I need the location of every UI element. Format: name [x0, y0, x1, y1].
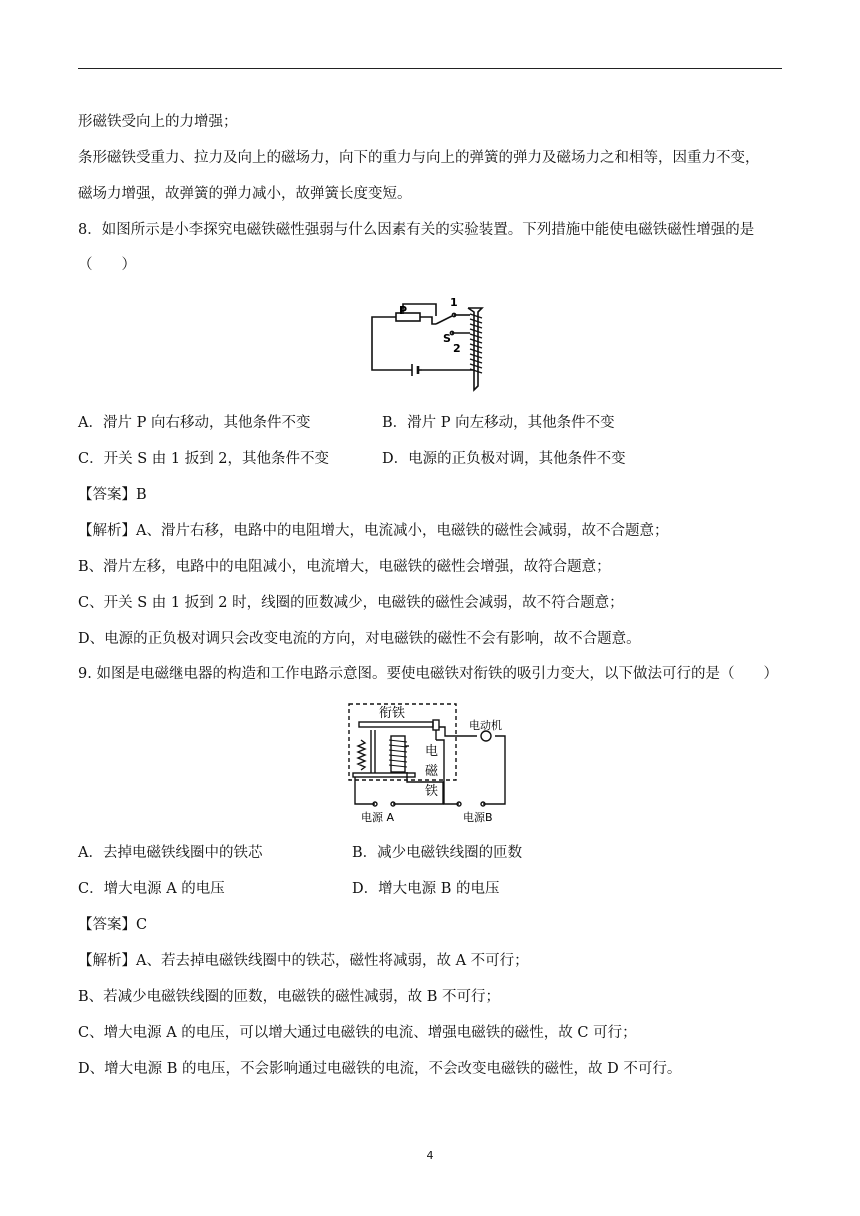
q8-answer: 【答案】B — [78, 487, 147, 503]
q9-option-d: D．增大电源 B 的电压 — [352, 881, 500, 897]
q8-analysis-line: C、开关 S 由 1 扳到 2 时，线圈的匝数减少，电磁铁的磁性会减弱，故不符合题意； — [78, 595, 624, 611]
q8-analysis-line: B、滑片左移，电路中的电阻减小，电流增大，电磁铁的磁性会增强，故符合题意； — [78, 559, 611, 575]
q9-option-b: B．减少电磁铁线圈的匝数 — [352, 845, 523, 861]
q8-stem: 8．如图所示是小李探究电磁铁磁性强弱与什么因素有关的实验装置。下列措施中能使电磁铁磁性增强的是 — [78, 222, 755, 238]
q9-analysis-line: C、增大电源 A 的电压，可以增大通过电磁铁的电流、增强电磁铁的磁性，故 C 可行； — [78, 1025, 637, 1041]
text-line: 条形磁铁受重力、拉力及向上的磁场力，向下的重力与向上的弹簧的弹力及磁场力之和相等，因重力不变， — [78, 150, 760, 166]
text-line: 形磁铁受向上的力增强； — [78, 114, 238, 130]
text-line: 磁场力增强，故弹簧的弹力减小，故弹簧长度变短。 — [78, 186, 412, 202]
label-1: 1 — [450, 296, 458, 309]
label-armature: 衔铁 — [379, 706, 406, 721]
q9-analysis-line: 【解析】A、若去掉电磁铁线圈中的铁芯，磁性将减弱，故 A 不可行； — [78, 953, 529, 969]
page-number: 4 — [426, 1149, 434, 1162]
label-em-3: 铁 — [425, 784, 439, 799]
q8-option-b: B．滑片 P 向左移动，其他条件不变 — [382, 415, 615, 431]
label-s: S — [443, 332, 451, 345]
q8-analysis-line: D、电源的正负极对调只会改变电流的方向，对电磁铁的磁性不会有影响，故不合题意。 — [78, 631, 641, 647]
label-source-b: 电源B — [463, 811, 493, 824]
q8-option-d: D．电源的正负极对调，其他条件不变 — [382, 451, 626, 467]
q9-answer: 【答案】C — [78, 917, 148, 933]
q9-relay-figure — [345, 700, 520, 828]
label-em-1: 电 — [425, 744, 439, 759]
q8-analysis-line: 【解析】A、滑片右移，电路中的电阻增大，电流减小，电磁铁的磁性会减弱，故不合题意； — [78, 523, 669, 539]
q8-option-c: C．开关 S 由 1 扳到 2，其他条件不变 — [78, 451, 330, 467]
q8-paren: （ ） — [78, 257, 136, 273]
q9-analysis-line: D、增大电源 B 的电压，不会影响通过电磁铁的电流，不会改变电磁铁的磁性，故 D 不可行。 — [78, 1061, 682, 1077]
q9-option-c: C．增大电源 A 的电压 — [78, 881, 225, 897]
q9-option-a: A．去掉电磁铁线圈中的铁芯 — [78, 845, 263, 861]
label-2: 2 — [453, 342, 461, 355]
q9-analysis-line: B、若减少电磁铁线圈的匝数，电磁铁的磁性减弱，故 B 不可行； — [78, 989, 501, 1005]
label-motor: 电动机 — [469, 719, 502, 732]
header-rule — [78, 68, 782, 69]
q8-option-a: A．滑片 P 向右移动，其他条件不变 — [78, 415, 311, 431]
label-em-2: 磁 — [425, 764, 439, 779]
q9-stem: 9. 如图是电磁继电器的构造和工作电路示意图。要使电磁铁对衔铁的吸引力变大，以下做法可行的是（ ） — [78, 666, 778, 682]
q8-circuit-figure — [366, 292, 494, 392]
label-p: P — [399, 304, 408, 317]
label-source-a: 电源 A — [361, 811, 395, 824]
